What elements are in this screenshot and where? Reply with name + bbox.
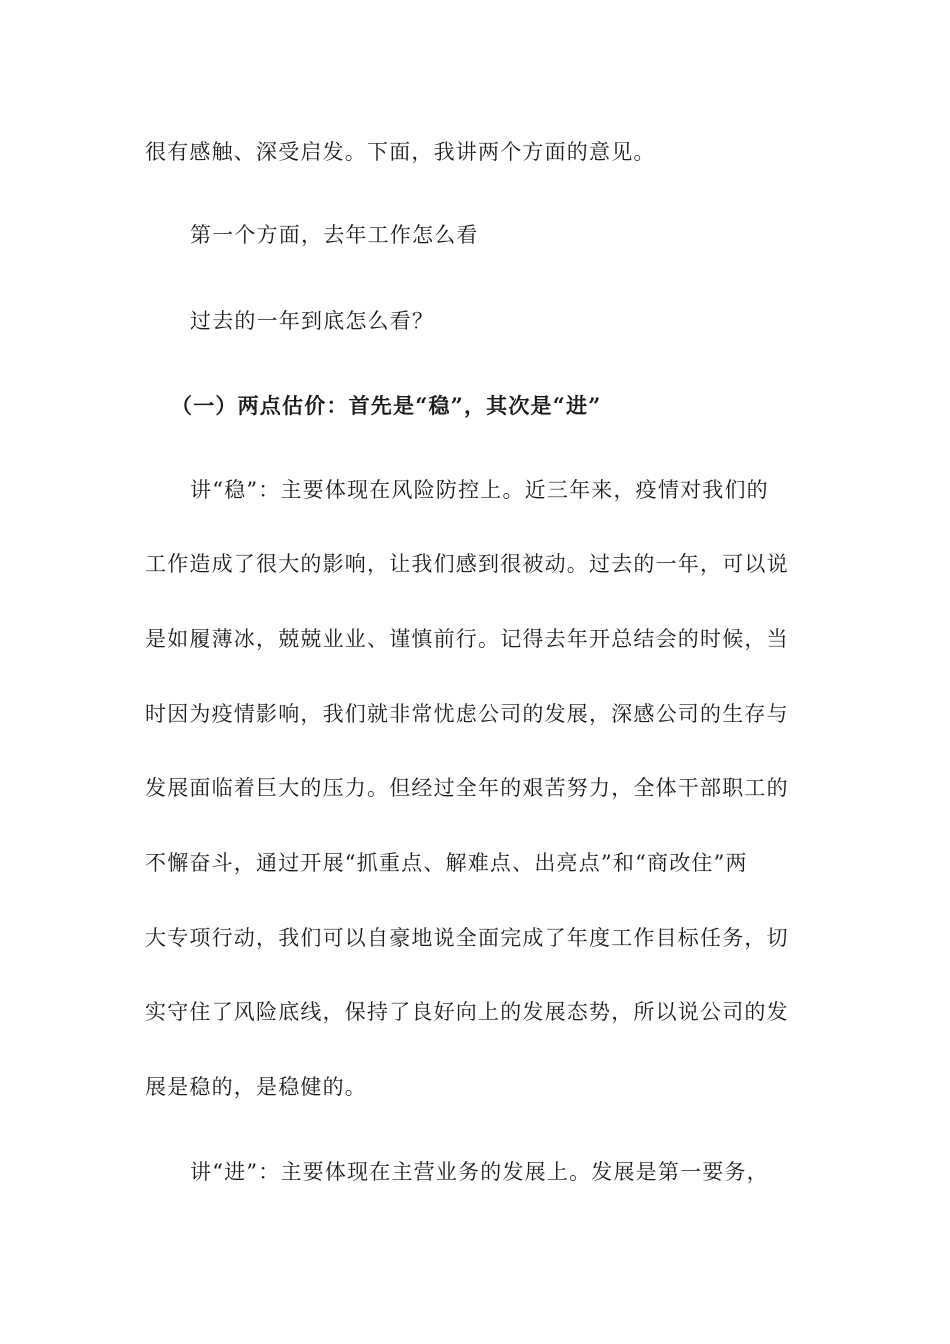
paragraph-line: 过去的一年到底怎么看？ bbox=[190, 309, 435, 333]
subsection-heading: （一）两点估价：首先是“稳”，其次是“进” bbox=[171, 393, 602, 418]
paragraph-line: 大专项行动，我们可以自豪地说全面完成了年度工作目标任务，切 bbox=[145, 926, 789, 950]
paragraph-line: 讲“稳”：主要体现在风险防控上。近三年来，疫情对我们的 bbox=[190, 478, 769, 502]
paragraph-line: 时因为疫情影响，我们就非常忧虑公司的发展，深感公司的生存与 bbox=[145, 702, 789, 726]
paragraph-line: 很有感触、深受启发。下面，我讲两个方面的意见。 bbox=[145, 140, 656, 164]
section-title: 第一个方面，去年工作怎么看 bbox=[190, 223, 479, 247]
paragraph-line: 工作造成了很大的影响，让我们感到很被动。过去的一年，可以说 bbox=[145, 552, 789, 576]
paragraph-line: 发展面临着巨大的压力。但经过全年的艰苦努力，全体干部职工的 bbox=[145, 776, 789, 800]
paragraph-line: 讲“进”：主要体现在主营业务的发展上。发展是第一要务， bbox=[190, 1160, 769, 1184]
paragraph-line: 是如履薄冰，兢兢业业、谨慎前行。记得去年开总结会的时候，当 bbox=[145, 627, 789, 651]
paragraph-line: 展是稳的，是稳健的。 bbox=[145, 1075, 367, 1099]
paragraph-line: 不懈奋斗，通过开展“抓重点、解难点、出亮点”和“商改住”两 bbox=[145, 851, 748, 875]
paragraph-line: 实守住了风险底线，保持了良好向上的发展态势，所以说公司的发 bbox=[145, 1000, 789, 1024]
